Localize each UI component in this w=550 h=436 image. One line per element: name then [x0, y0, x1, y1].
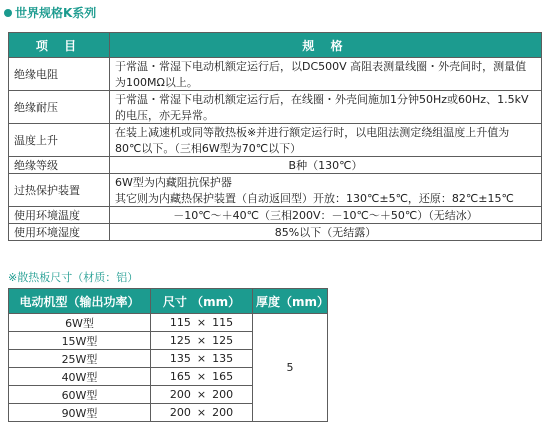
heatsink-size — [151, 332, 253, 350]
heatsink-size — [151, 368, 253, 386]
heatsink-height: 200 — [212, 388, 234, 401]
spec-header-item: 项 目 — [9, 33, 110, 58]
heatsink-size — [151, 386, 253, 404]
spec-value — [110, 58, 542, 91]
spec-item-label: 过热保护装置 — [9, 174, 110, 207]
heatsink-size — [151, 404, 253, 422]
heatsink-header-size: 尺寸 （mm） — [151, 289, 253, 314]
heatsink-width: 200 — [169, 406, 191, 419]
heatsink-header-thickness: 厚度（mm） — [253, 289, 328, 314]
times-symbol: × — [196, 388, 207, 401]
spec-item-label: 温度上升 — [9, 124, 110, 157]
spec-item-label: 使用环境湿度 — [9, 224, 110, 241]
spec-header-spec: 规 格 — [110, 33, 542, 58]
heatsink-header-model: 电动机型（输出功率） — [9, 289, 151, 314]
heatsink-height: 200 — [212, 406, 234, 419]
section-title-text: 世界规格K系列 — [15, 6, 97, 20]
times-symbol: × — [196, 316, 207, 329]
heatsink-width: 125 — [169, 334, 191, 347]
spec-value — [110, 224, 542, 241]
heatsink-height: 165 — [212, 370, 234, 383]
heatsink-height: 115 — [212, 316, 234, 329]
heatsink-height: 125 — [212, 334, 234, 347]
spec-value-line: 在装上减速机或同等散热板※并进行额定运行时，以电阻法测定绕组温度上升值为 — [115, 126, 510, 139]
heatsink-row — [9, 314, 328, 332]
spec-row — [9, 207, 542, 224]
spec-item-label: 绝缘耐压 — [9, 91, 110, 124]
heatsink-model: 90W型 — [9, 404, 151, 422]
spec-row — [9, 224, 542, 241]
heatsink-model: 60W型 — [9, 386, 151, 404]
spec-value-line: 的电压，亦无异常。 — [115, 109, 214, 122]
heatsink-width: 165 — [169, 370, 191, 383]
heatsink-body — [9, 314, 328, 422]
times-symbol: × — [196, 406, 207, 419]
spec-value-line: 6W型为内藏阻抗保护器 — [115, 176, 232, 189]
heatsink-width: 200 — [169, 388, 191, 401]
spec-value-line: 于常温・常湿下电动机额定运行后，在线圈・外壳间施加1分钟50Hz或60Hz、1.5kV — [115, 93, 529, 106]
heatsink-table — [8, 288, 328, 422]
heatsink-thickness: 5 — [253, 314, 328, 422]
heatsink-model: 15W型 — [9, 332, 151, 350]
spec-item-label: 绝缘电阻 — [9, 58, 110, 91]
heatsink-model: 40W型 — [9, 368, 151, 386]
heatsink-width: 135 — [169, 352, 191, 365]
spec-row — [9, 124, 542, 157]
times-symbol: × — [196, 370, 207, 383]
bullet-icon — [4, 9, 12, 17]
spec-body — [9, 58, 542, 241]
heatsink-header-row — [9, 289, 328, 314]
spec-value-line: 85%以下（无结露） — [274, 226, 377, 239]
times-symbol: × — [196, 334, 207, 347]
spec-row — [9, 58, 542, 91]
spec-value — [110, 91, 542, 124]
spec-value-line: 80℃以下。（三相6W型为70℃以下） — [115, 142, 302, 155]
spec-value — [110, 157, 542, 174]
spec-table — [8, 32, 542, 241]
spec-value-line: B种（130℃） — [288, 159, 363, 172]
heatsink-width: 115 — [169, 316, 191, 329]
spec-row — [9, 174, 542, 207]
heatsink-model: 6W型 — [9, 314, 151, 332]
section-title — [4, 4, 96, 21]
spec-value-line: 其它则为内藏热保护装置（自动返回型）开放：130℃±5℃，还原：82℃±15℃ — [115, 192, 514, 205]
spec-header-row — [9, 33, 542, 58]
spec-value — [110, 207, 542, 224]
heatsink-height: 135 — [212, 352, 234, 365]
spec-value-line: 于常温・常湿下电动机额定运行后，以DC500V 高阻表测量线圈・外壳间时，测量值 — [115, 60, 527, 73]
spec-value-line: －10℃～＋40℃（三相200V：－10℃～＋50℃）（无结冰） — [173, 209, 478, 222]
spec-value — [110, 174, 542, 207]
spec-value — [110, 124, 542, 157]
times-symbol: × — [196, 352, 207, 365]
heatsink-size — [151, 350, 253, 368]
spec-item-label: 绝缘等级 — [9, 157, 110, 174]
heatsink-model: 25W型 — [9, 350, 151, 368]
heatsink-size — [151, 314, 253, 332]
spec-row — [9, 91, 542, 124]
spec-row — [9, 157, 542, 174]
spec-value-line: 为100MΩ以上。 — [115, 76, 198, 89]
heatsink-title: ※散热板尺寸（材质：铝） — [8, 271, 139, 284]
spec-item-label: 使用环境温度 — [9, 207, 110, 224]
